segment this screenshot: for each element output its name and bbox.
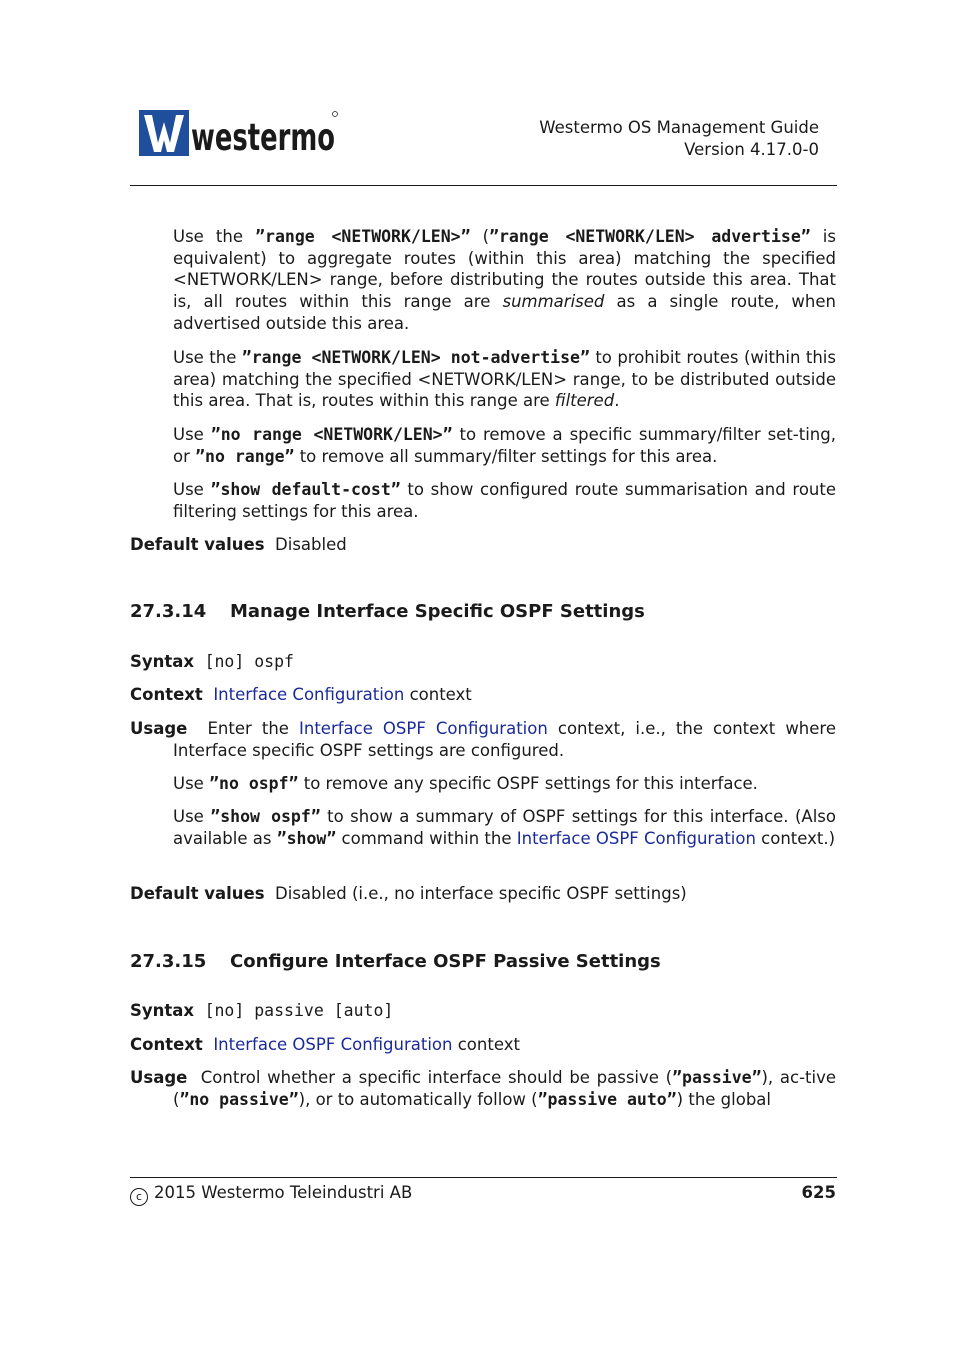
interface-configuration-link[interactable]: Interface Configuration [213,685,405,704]
no-ospf-paragraph: Use ”no ospf” to remove any specific OSPF settings for this interface. [173,774,758,793]
range-paragraph-4: Use ”show default-cost” to show configured route summarisation and route filtering settings for this area. [173,480,836,521]
footer-divider [130,1177,837,1178]
show-ospf-paragraph: Use ”show ospf” to show a summary of OSPF settings for this interface. (Also available as ”show” command within the Interface OSPF Configuration context.) [173,807,836,848]
document-header [539,117,819,161]
interface-ospf-configuration-link[interactable]: Interface OSPF Configuration [516,828,756,848]
syntax-row: Syntax [no] passive [auto] [130,1001,394,1020]
guide-title: Westermo OS Management Guide [539,118,819,137]
range-paragraph-3: Use ”no range <NETWORK/LEN>” to remove a specific summary/filter set-ting, or ”no range” to remove all summary/filter settings for this area. [173,425,836,466]
page-number: 625 [801,1183,836,1202]
header-divider [130,185,837,186]
svg-text:westermo: westermo [191,116,335,159]
default-values-row: Default values Disabled [130,535,347,554]
section-heading-27-3-15: 27.3.15 Configure Interface OSPF Passive Settings [130,951,661,972]
usage-row: Usage Enter the Interface OSPF Configuration context, i.e., the context where Interface specific OSPF settings are configured. [130,719,836,760]
westermo-logo [139,110,339,158]
range-paragraph-1: Use the ”range <NETWORK/LEN>” (”range <NETWORK/LEN> advertise” is equivalent) to aggregate routes (within this area) matching the specified <NETWORK/LEN> range, before distributing the routes outside this area. That is, all routes within this range are summarised as a single route, when advertised outside this area. [173,227,836,333]
context-row: Context Interface OSPF Configuration context [130,1035,520,1054]
footer-copyright: c 2015 Westermo Teleindustri AB [130,1183,412,1206]
range-paragraph-2: Use the ”range <NETWORK/LEN> not-advertise” to prohibit routes (within this area) matching the specified <NETWORK/LEN> range, to be distributed outside this area. That is, routes within this range are filtered. [173,348,836,411]
default-values-row: Default values Disabled (i.e., no interface specific OSPF settings) [130,884,687,903]
context-row: Context Interface Configuration context [130,685,472,704]
interface-ospf-configuration-link[interactable]: Interface OSPF Configuration [213,1035,453,1054]
section-heading-27-3-14: 27.3.14 Manage Interface Specific OSPF Settings [130,601,645,622]
syntax-row: Syntax [no] ospf [130,652,294,671]
guide-version: Version 4.17.0-0 [684,140,819,159]
usage-row: Usage Control whether a specific interface should be passive (”passive”), ac-tive (”no passive”), or to automatically follow (”passive auto”) the global [130,1068,836,1109]
copyright-icon: c [130,1188,148,1206]
interface-ospf-configuration-link[interactable]: Interface OSPF Configuration [299,719,548,738]
